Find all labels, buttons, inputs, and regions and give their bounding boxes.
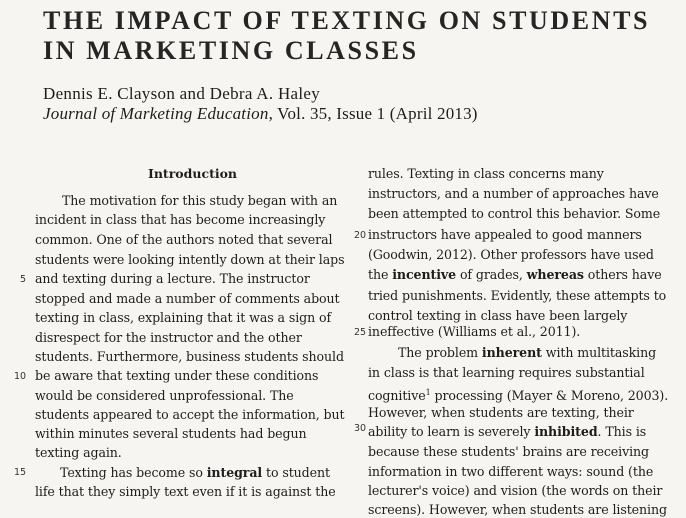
left-line: students appeared to accept the information, but (35, 407, 345, 422)
left-line: The motivation for this study began with an (62, 193, 338, 208)
authors: Dennis E. Clayson and Debra A. Haley (43, 84, 321, 103)
line-number: 15 (14, 467, 27, 478)
journal-name: Journal of Marketing Education (43, 104, 269, 123)
left-line: texting again. (35, 445, 122, 460)
line-number: 20 (354, 230, 367, 241)
bold-term: inhibited (534, 424, 598, 439)
text-run: processing (Mayer & Moreno, 2003). (430, 388, 669, 404)
right-line: rules. Texting in class concerns many (368, 166, 604, 181)
left-line: disrespect for the instructor and the other (35, 330, 302, 345)
right-line (368, 424, 646, 440)
right-line: instructors, and a number of approaches have (368, 186, 659, 201)
article-title (43, 6, 683, 66)
right-line (368, 385, 668, 404)
text-run: The problem (398, 345, 482, 360)
title-line-1: THE IMPACT OF TEXTING ON STUDENTS (43, 6, 651, 35)
text-run: of grades, (456, 267, 527, 282)
bold-term: integral (206, 465, 263, 480)
bold-term: incentive (392, 267, 457, 282)
left-line: life that they simply text even if it is against the (35, 484, 336, 499)
left-line: students. Furthermore, business students should (35, 349, 344, 364)
text-run: others have (583, 267, 662, 282)
journal-citation (43, 104, 478, 124)
left-line: would be considered unprofessional. The (35, 388, 294, 403)
right-line: lecturer's voice) and vision (the words on their (368, 483, 663, 498)
footnote-marker: 1 (425, 388, 431, 397)
right-line: instructors have appealed to good manners (368, 227, 642, 242)
right-line (368, 267, 662, 283)
left-line: and texting during a lecture. The instructor (35, 271, 310, 286)
left-line: common. One of the authors noted that several (35, 232, 333, 247)
left-line: texting in class, explaining that it was a sign of (35, 310, 332, 325)
section-heading: Introduction (148, 166, 238, 181)
text-run: . This is (597, 424, 647, 439)
left-line: be aware that texting under these conditions (35, 368, 319, 383)
right-line: because these students' brains are receiving (368, 444, 650, 459)
text-run: with multitasking (541, 345, 657, 360)
right-line: tried punishments. Evidently, these attempts to (368, 288, 667, 303)
journal-details: , Vol. 35, Issue 1 (April 2013) (268, 104, 478, 123)
right-line: in class is that learning requires substantial (368, 365, 645, 380)
line-number: 30 (354, 423, 367, 434)
text-run: cognitive (368, 388, 426, 404)
right-line: However, when students are texting, their (368, 405, 634, 420)
text-run: the (368, 267, 393, 282)
left-line: incident in class that has become increasingly (35, 212, 326, 227)
left-line (60, 465, 330, 481)
right-line: control texting in class have been largely (368, 308, 628, 323)
line-number: 10 (14, 371, 27, 382)
right-line: screens). However, when students are listening (368, 502, 667, 517)
right-line (398, 345, 656, 361)
text-run: to student (262, 465, 330, 480)
left-line: students were looking intently down at their laps (35, 252, 345, 267)
bold-term: inherent (481, 345, 542, 360)
bold-term: whereas (526, 267, 584, 282)
right-line: been attempted to control this behavior. Some (368, 206, 661, 221)
right-line: (Goodwin, 2012). Other professors have used (368, 247, 654, 262)
left-line: stopped and made a number of comments about (35, 291, 340, 306)
right-line: ineffective (Williams et al., 2011). (368, 324, 581, 339)
line-number: 25 (354, 327, 367, 338)
left-line: within minutes several students had begun (35, 426, 307, 441)
right-line: information in two different ways: sound (the (368, 464, 654, 479)
title-line-2: IN MARKETING CLASSES (43, 36, 419, 65)
line-number: 5 (20, 274, 27, 285)
text-run: ability to learn is severely (368, 424, 535, 439)
text-run: Texting has become so (60, 465, 207, 480)
